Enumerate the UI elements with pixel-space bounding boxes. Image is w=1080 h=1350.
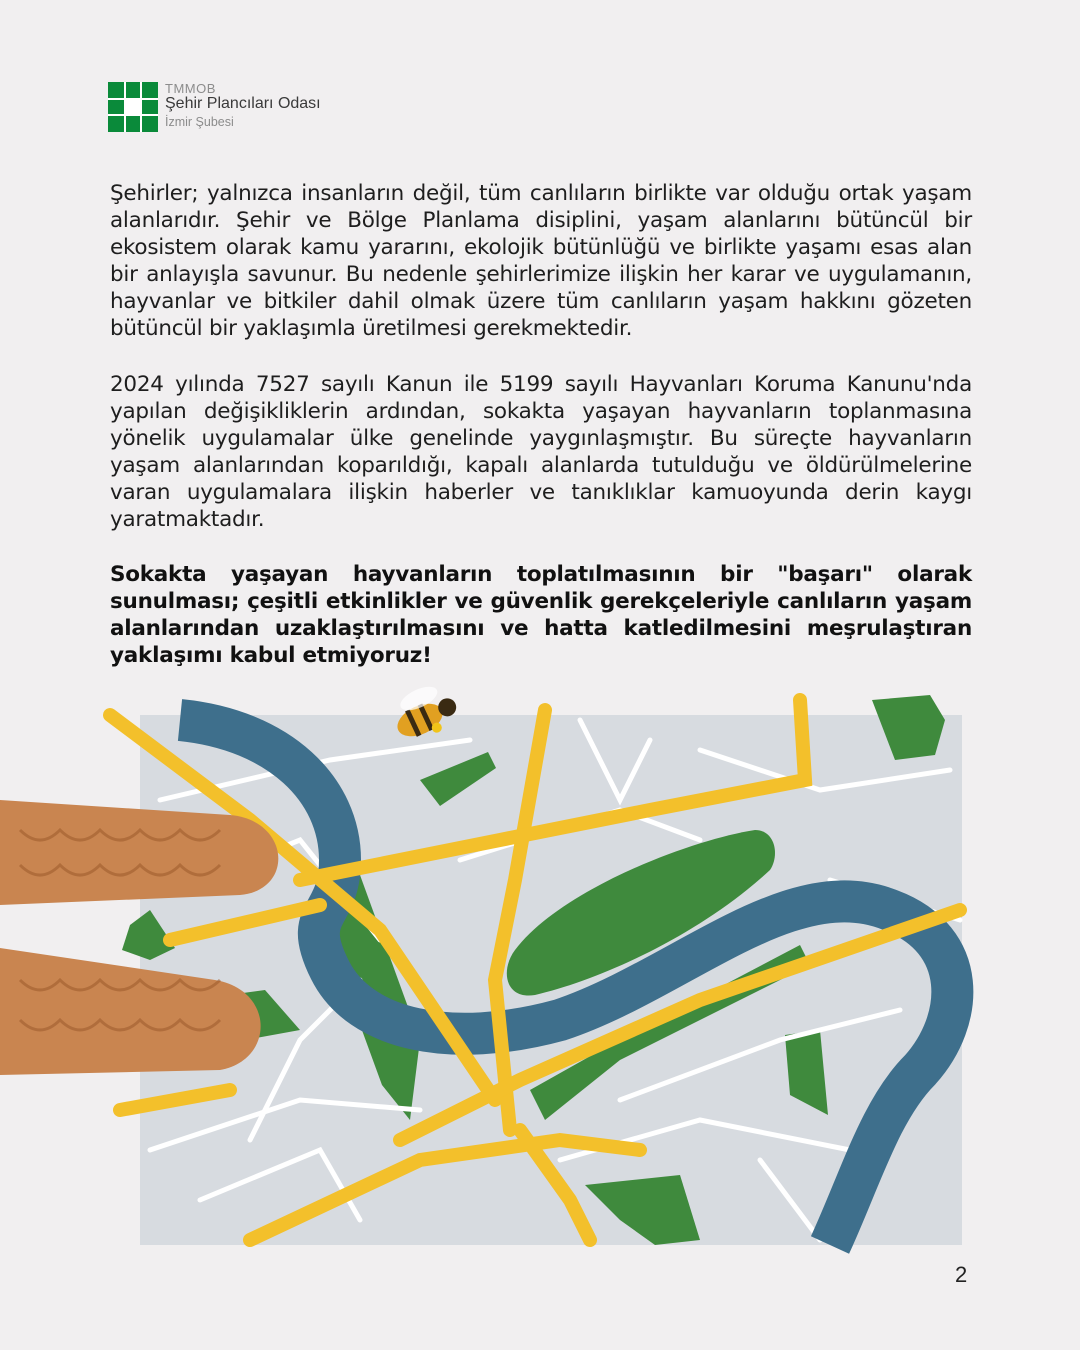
logo-line-chamber: Şehir Plancıları Odası bbox=[165, 95, 321, 112]
page-number: 2 bbox=[955, 1262, 968, 1287]
paragraph-intro: Şehirler; yalnızca insanların değil, tüm canlıların birlikte var olduğu ortak yaşam alanlarıdır. Şehir ve Bölge Planlama disiplini, yaşam alanlarını bütüncül bir ekosistem olarak kamu yararını, ekolojik bütünlüğü ve birlikte yaşamı esas alan bir anlayışla savunur. Bu nedenle şehirlerimize ilişkin her karar ve uygulamanın, hayvanlar ve bitkiler dahil olmak üzere tüm canlıların yaşam hakkını gözeten bütüncül bir yaklaşımla üretilmesi gerekmektedir. bbox=[110, 181, 972, 341]
logo-mark-icon bbox=[108, 82, 158, 132]
organization-logo bbox=[108, 82, 368, 134]
logo-line-branch: İzmir Şubesi bbox=[165, 115, 234, 129]
paragraph-law: 2024 yılında 7527 sayılı Kanun ile 5199 sayılı Hayvanları Koruma Kanunu'nda yapılan değişikliklerin ardından, sokakta yaşayan hayvanların toplanmasına yönelik uygulamalar ülke genelinde yaygınlaşmıştır. Bu süreçte hayvanların yaşam alanlarından koparıldığı, kapalı alanlarda tutulduğu ve öldürülmelerine varan uygulamalara ilişkin haberler ve tanıklıklar kamuoyunda derin kaygı yaratmaktadır. bbox=[110, 372, 972, 532]
city-map-illustration bbox=[0, 680, 1000, 1280]
logo-line-tmmob: TMMOB bbox=[165, 81, 216, 96]
paragraph-statement: Sokakta yaşayan hayvanların toplatılmasının bir "başarı" olarak sunulması; çeşitli etkinlikler ve güvenlik gerekçeleriyle canlıların yaşam alanlarından uzaklaştırılmasını ve hatta katledilmesini meşrulaştıran yaklaşımı kabul etmiyoruz! bbox=[110, 562, 972, 668]
